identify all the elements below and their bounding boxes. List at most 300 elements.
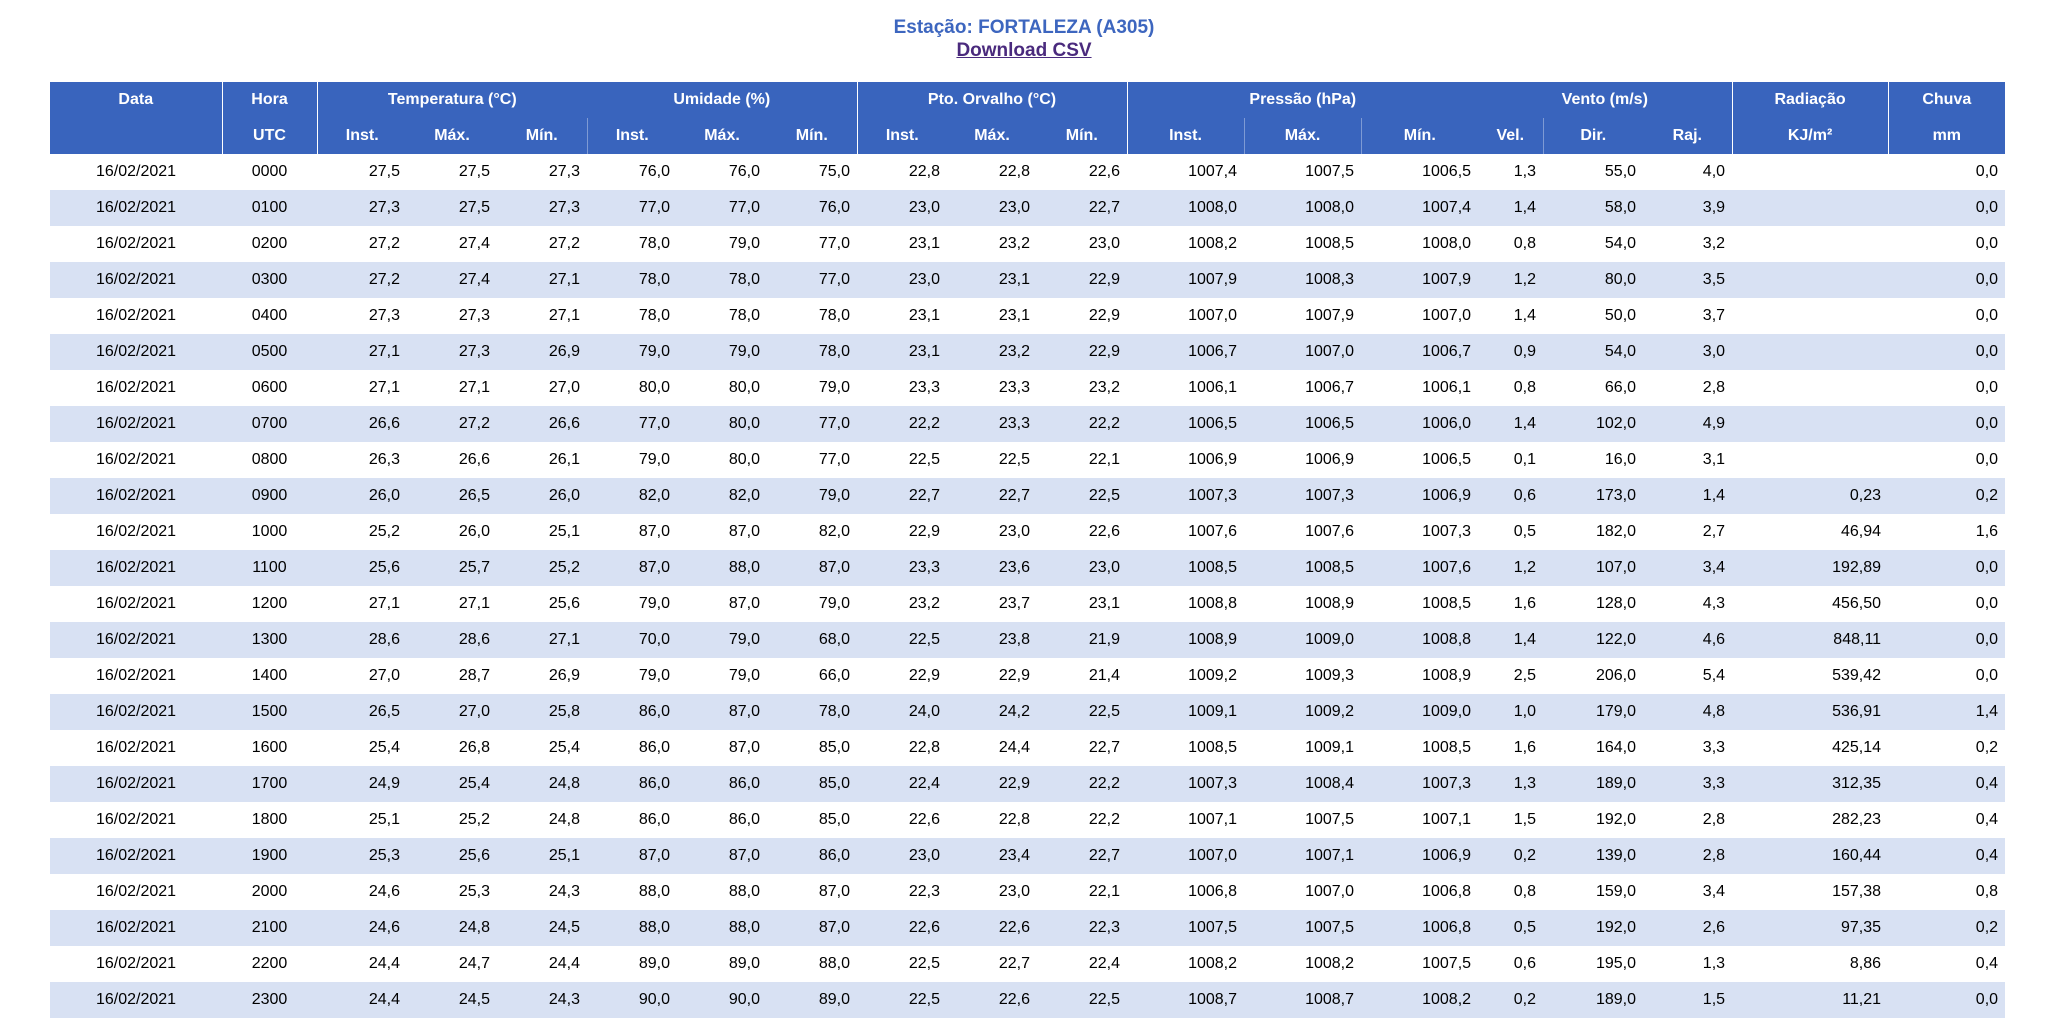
cell-vento-vel: 1,4: [1478, 406, 1543, 442]
cell-umid-max: 86,0: [728, 811, 761, 828]
cell-pres-inst: 1007,9: [1127, 262, 1244, 298]
cell-hora: 0600: [251, 379, 288, 396]
cell-vento-dir: 195,0: [1595, 955, 1637, 972]
cell-temp-inst: 28,6: [317, 622, 407, 658]
cell-orv-max: 23,1: [947, 262, 1037, 298]
cell-chuva: 0,8: [1975, 883, 1999, 900]
cell-pres-min: 1006,5: [1422, 451, 1472, 468]
cell-chuva: 0,0: [1975, 595, 1999, 612]
cell-umid-max: 79,0: [677, 622, 767, 658]
cell-temp-max: 24,8: [407, 910, 497, 946]
cell-data: 16/02/2021: [95, 523, 177, 540]
cell-orv-min: 22,6: [1088, 163, 1121, 180]
cell-pres-max: 1007,5: [1305, 811, 1355, 828]
sub-header-umid-inst: Inst.: [587, 118, 677, 154]
cell-temp-max: 27,5: [407, 190, 497, 226]
cell-vento-raj: 4,9: [1643, 406, 1732, 442]
cell-temp-max: 27,0: [407, 694, 497, 730]
cell-temp-max: 25,2: [458, 811, 490, 828]
cell-temp-min: 27,3: [497, 190, 587, 226]
table-row: [50, 874, 2005, 910]
cell-vento-raj: 1,3: [1702, 955, 1726, 972]
cell-orv-min: 22,2: [1037, 766, 1127, 802]
cell-temp-inst: 26,5: [317, 694, 407, 730]
table-row: [50, 766, 2005, 802]
cell-umid-inst: 87,0: [638, 523, 671, 540]
cell-orv-inst: 22,8: [908, 163, 941, 180]
cell-pres-max: 1008,3: [1244, 262, 1361, 298]
cell-umid-max: 88,0: [677, 550, 767, 586]
cell-vento-dir: 173,0: [1543, 478, 1643, 514]
cell-vento-vel: 1,3: [1513, 163, 1537, 180]
cell-vento-vel: 0,6: [1513, 955, 1537, 972]
cell-temp-min: 25,8: [497, 694, 587, 730]
cell-pres-inst: 1006,5: [1127, 406, 1244, 442]
cell-chuva: 0,0: [1975, 235, 1999, 252]
cell-temp-max: 27,3: [407, 334, 497, 370]
table-row: [50, 730, 2005, 766]
cell-chuva: 0,0: [1888, 550, 2005, 586]
cell-radiacao: 282,23: [1832, 811, 1882, 828]
cell-chuva: 0,4: [1975, 955, 1999, 972]
cell-orv-inst: 23,3: [908, 379, 941, 396]
cell-hora: 2000: [251, 883, 288, 900]
cell-chuva: 0,0: [1888, 334, 2005, 370]
cell-pres-inst: 1008,2: [1188, 235, 1238, 252]
cell-hora: 0300: [222, 262, 317, 298]
cell-temp-max: 26,8: [458, 739, 490, 756]
cell-pres-max: 1007,9: [1305, 307, 1355, 324]
cell-vento-raj: 3,7: [1702, 307, 1726, 324]
cell-chuva: 0,0: [1888, 190, 2005, 226]
cell-chuva: 0,0: [1888, 406, 2005, 442]
cell-radiacao: 425,14: [1832, 739, 1882, 756]
cell-umid-max: 82,0: [677, 478, 767, 514]
cell-temp-inst: 26,6: [317, 406, 407, 442]
cell-orv-min: 22,7: [1037, 838, 1127, 874]
cell-vento-dir: 107,0: [1543, 550, 1643, 586]
cell-vento-vel: 0,2: [1478, 982, 1543, 1018]
cell-vento-raj: 3,9: [1643, 190, 1732, 226]
col-hora-header[interactable]: Hora: [222, 82, 317, 118]
cell-vento-vel: 0,8: [1513, 379, 1537, 396]
cell-hora: 1400: [251, 667, 288, 684]
cell-vento-dir: 122,0: [1543, 622, 1643, 658]
cell-umid-max: 79,0: [728, 235, 761, 252]
cell-orv-max: 22,9: [998, 667, 1031, 684]
col-radiacao-header[interactable]: Radiação: [1732, 82, 1888, 118]
cell-temp-inst: 25,1: [368, 811, 400, 828]
cell-orv-inst: 22,2: [857, 406, 947, 442]
cell-data: 16/02/2021: [50, 550, 222, 586]
col-umidade-header[interactable]: Umidade (%): [587, 82, 857, 118]
cell-temp-min: 27,3: [548, 163, 581, 180]
cell-orv-max: 22,7: [998, 955, 1031, 972]
cell-hora: 2300: [222, 982, 317, 1018]
cell-temp-min: 26,1: [548, 451, 581, 468]
cell-vento-raj: 2,7: [1702, 523, 1726, 540]
table-row: [50, 406, 2005, 442]
cell-umid-min: 75,0: [818, 163, 851, 180]
cell-chuva: 0,2: [1975, 739, 1999, 756]
cell-umid-min: 66,0: [818, 667, 851, 684]
cell-hora: 0500: [222, 334, 317, 370]
cell-hora: 0000: [251, 163, 288, 180]
cell-pres-min: 1006,9: [1361, 478, 1478, 514]
cell-pres-max: 1009,3: [1305, 667, 1355, 684]
cell-pres-inst: 1007,0: [1188, 307, 1238, 324]
cell-pres-max: 1007,5: [1244, 910, 1361, 946]
cell-orv-inst: 23,2: [908, 595, 941, 612]
cell-umid-max: 79,0: [728, 667, 761, 684]
cell-umid-inst: 89,0: [638, 955, 671, 972]
cell-temp-inst: 25,6: [317, 550, 407, 586]
cell-vento-dir: 54,0: [1543, 334, 1643, 370]
cell-vento-vel: 1,4: [1478, 622, 1543, 658]
cell-umid-min: 77,0: [818, 235, 851, 252]
cell-vento-raj: 3,0: [1643, 334, 1732, 370]
cell-pres-inst: 1007,5: [1127, 910, 1244, 946]
cell-radiacao: 456,50: [1832, 595, 1882, 612]
cell-radiacao: [1732, 154, 1888, 190]
cell-pres-inst: 1008,0: [1127, 190, 1244, 226]
table-row: [50, 334, 2005, 370]
cell-pres-inst: 1006,7: [1127, 334, 1244, 370]
cell-vento-vel: 0,8: [1513, 883, 1537, 900]
cell-pres-max: 1008,0: [1244, 190, 1361, 226]
cell-vento-dir: 139,0: [1543, 838, 1643, 874]
cell-umid-inst: 80,0: [638, 379, 671, 396]
cell-umid-min: 79,0: [818, 379, 851, 396]
col-pressao-header[interactable]: Pressão (hPa): [1127, 82, 1478, 118]
cell-chuva: 0,0: [1975, 451, 1999, 468]
cell-umid-min: 86,0: [767, 838, 857, 874]
cell-pres-min: 1008,8: [1361, 622, 1478, 658]
cell-orv-min: 23,0: [1037, 550, 1127, 586]
cell-chuva: 1,4: [1888, 694, 2005, 730]
cell-temp-min: 27,2: [548, 235, 581, 252]
cell-chuva: 0,0: [1888, 982, 2005, 1018]
cell-pres-inst: 1008,5: [1127, 550, 1244, 586]
sub-header-vento-raj: Raj.: [1643, 118, 1732, 154]
col-temperatura-header[interactable]: Temperatura (°C): [317, 82, 587, 118]
sub-header-temp-max: Máx.: [407, 118, 497, 154]
cell-umid-max: 80,0: [677, 406, 767, 442]
cell-umid-min: 85,0: [767, 766, 857, 802]
cell-temp-min: 26,6: [497, 406, 587, 442]
cell-orv-inst: 22,5: [857, 982, 947, 1018]
cell-pres-inst: 1009,1: [1127, 694, 1244, 730]
cell-umid-min: 78,0: [767, 334, 857, 370]
cell-radiacao: [1732, 190, 1888, 226]
table-row: [50, 586, 2005, 622]
cell-umid-min: 79,0: [818, 595, 851, 612]
cell-pres-max: 1009,1: [1305, 739, 1355, 756]
cell-data: 16/02/2021: [50, 982, 222, 1018]
station-title: Estação: FORTALEZA (A305): [893, 17, 1155, 38]
cell-vento-dir: 192,0: [1543, 910, 1643, 946]
cell-vento-dir: 102,0: [1543, 406, 1643, 442]
table-row: [50, 946, 2005, 982]
cell-orv-inst: 23,0: [857, 838, 947, 874]
cell-pres-max: 1008,4: [1244, 766, 1361, 802]
cell-vento-dir: 179,0: [1543, 694, 1643, 730]
cell-vento-dir: 182,0: [1595, 523, 1637, 540]
cell-orv-max: 23,3: [998, 379, 1031, 396]
cell-umid-min: 77,0: [818, 451, 851, 468]
cell-temp-inst: 27,0: [368, 667, 400, 684]
cell-orv-max: 23,3: [947, 406, 1037, 442]
cell-pres-max: 1006,7: [1305, 379, 1355, 396]
cell-umid-min: 78,0: [767, 694, 857, 730]
cell-temp-max: 27,4: [458, 235, 490, 252]
cell-pres-inst: 1009,2: [1188, 667, 1238, 684]
cell-temp-min: 26,0: [497, 478, 587, 514]
cell-orv-min: 22,2: [1037, 406, 1127, 442]
cell-umid-min: 87,0: [767, 910, 857, 946]
cell-temp-max: 27,1: [458, 379, 490, 396]
cell-pres-min: 1007,9: [1361, 262, 1478, 298]
table-row: [50, 550, 2005, 586]
cell-pres-inst: 1008,7: [1127, 982, 1244, 1018]
cell-vento-raj: 3,5: [1643, 262, 1732, 298]
cell-orv-inst: 22,6: [857, 910, 947, 946]
cell-hora: 0400: [251, 307, 288, 324]
cell-orv-min: 22,9: [1037, 334, 1127, 370]
cell-temp-min: 24,8: [497, 766, 587, 802]
table-row: [50, 622, 2005, 658]
cell-orv-min: 23,1: [1088, 595, 1121, 612]
col-vento-header[interactable]: Vento (m/s): [1478, 82, 1732, 118]
cell-umid-max: 78,0: [728, 307, 761, 324]
cell-pres-min: 1008,0: [1422, 235, 1472, 252]
cell-hora: 1900: [222, 838, 317, 874]
cell-orv-inst: 22,5: [857, 622, 947, 658]
cell-pres-min: 1006,8: [1422, 883, 1472, 900]
col-orvalho-header[interactable]: Pto. Orvalho (°C): [857, 82, 1127, 118]
cell-pres-inst: 1008,5: [1188, 739, 1238, 756]
cell-hora: 2200: [251, 955, 288, 972]
cell-chuva: 0,0: [1975, 307, 1999, 324]
cell-vento-vel: 1,6: [1513, 595, 1537, 612]
sub-header-pres-min: Mín.: [1361, 118, 1478, 154]
sub-header-temp-min: Mín.: [497, 118, 587, 154]
cell-data: 16/02/2021: [95, 163, 177, 180]
cell-orv-max: 22,6: [947, 910, 1037, 946]
cell-orv-max: 22,6: [947, 982, 1037, 1018]
cell-data: 16/02/2021: [95, 451, 177, 468]
cell-pres-max: 1008,7: [1244, 982, 1361, 1018]
col-data-header[interactable]: Data: [50, 82, 222, 118]
cell-radiacao: [1732, 226, 1888, 262]
cell-orv-inst: 22,5: [908, 955, 941, 972]
cell-umid-min: 85,0: [818, 811, 851, 828]
cell-radiacao: [1732, 442, 1888, 478]
cell-temp-inst: 27,1: [317, 334, 407, 370]
cell-radiacao: [1732, 298, 1888, 334]
cell-umid-inst: 82,0: [587, 478, 677, 514]
cell-pres-inst: 1006,1: [1188, 379, 1238, 396]
cell-orv-min: 22,7: [1088, 739, 1121, 756]
cell-umid-inst: 78,0: [587, 262, 677, 298]
cell-temp-min: 24,8: [548, 811, 581, 828]
cell-orv-min: 22,6: [1088, 523, 1121, 540]
cell-umid-min: 76,0: [767, 190, 857, 226]
cell-orv-inst: 22,8: [908, 739, 941, 756]
cell-umid-inst: 79,0: [638, 451, 671, 468]
cell-umid-min: 78,0: [818, 307, 851, 324]
cell-pres-max: 1009,0: [1244, 622, 1361, 658]
cell-orv-min: 22,9: [1037, 262, 1127, 298]
cell-vento-vel: 1,0: [1478, 694, 1543, 730]
cell-data: 16/02/2021: [50, 478, 222, 514]
cell-temp-inst: 25,3: [317, 838, 407, 874]
cell-umid-inst: 86,0: [587, 766, 677, 802]
cell-data: 16/02/2021: [95, 379, 177, 396]
cell-radiacao: [1732, 370, 1888, 406]
cell-pres-max: 1009,2: [1244, 694, 1361, 730]
sub-header-radiacao-unit: KJ/m²: [1732, 118, 1888, 154]
cell-radiacao: 848,11: [1732, 622, 1888, 658]
cell-vento-vel: 0,2: [1478, 838, 1543, 874]
cell-umid-max: 88,0: [677, 910, 767, 946]
cell-data: 16/02/2021: [95, 667, 177, 684]
cell-temp-min: 24,5: [497, 910, 587, 946]
cell-umid-min: 85,0: [818, 739, 851, 756]
cell-radiacao: 539,42: [1832, 667, 1882, 684]
cell-radiacao: 157,38: [1832, 883, 1882, 900]
cell-pres-inst: 1008,8: [1188, 595, 1238, 612]
cell-umid-min: 89,0: [767, 982, 857, 1018]
cell-umid-inst: 86,0: [638, 811, 671, 828]
cell-vento-vel: 1,6: [1513, 739, 1537, 756]
cell-temp-max: 25,6: [407, 838, 497, 874]
cell-vento-vel: 1,5: [1513, 811, 1537, 828]
cell-vento-vel: 0,6: [1478, 478, 1543, 514]
cell-vento-dir: 55,0: [1604, 163, 1637, 180]
download-csv-link[interactable]: Download CSV: [956, 40, 1092, 61]
cell-pres-min: 1007,0: [1422, 307, 1472, 324]
cell-orv-max: 23,1: [998, 307, 1031, 324]
cell-temp-min: 24,3: [548, 883, 581, 900]
cell-vento-dir: 159,0: [1595, 883, 1637, 900]
cell-pres-inst: 1008,2: [1188, 955, 1238, 972]
cell-vento-raj: 3,4: [1643, 550, 1732, 586]
cell-umid-inst: 79,0: [638, 667, 671, 684]
cell-vento-raj: 3,3: [1643, 766, 1732, 802]
cell-orv-inst: 22,9: [908, 667, 941, 684]
cell-vento-raj: 2,8: [1643, 838, 1732, 874]
cell-vento-vel: 1,2: [1478, 550, 1543, 586]
cell-orv-inst: 22,5: [908, 451, 941, 468]
cell-umid-inst: 86,0: [587, 694, 677, 730]
cell-orv-min: 22,4: [1088, 955, 1121, 972]
cell-umid-min: 87,0: [818, 883, 851, 900]
cell-radiacao: 0,23: [1732, 478, 1888, 514]
cell-vento-vel: 1,4: [1478, 190, 1543, 226]
cell-chuva: 0,0: [1975, 163, 1999, 180]
cell-chuva: 0,4: [1975, 811, 1999, 828]
cell-umid-min: 87,0: [767, 550, 857, 586]
cell-vento-vel: 2,5: [1513, 667, 1537, 684]
cell-umid-min: 77,0: [767, 406, 857, 442]
cell-orv-max: 23,0: [998, 523, 1031, 540]
cell-pres-inst: 1007,6: [1188, 523, 1238, 540]
cell-orv-max: 22,8: [998, 811, 1031, 828]
cell-orv-max: 23,2: [947, 334, 1037, 370]
cell-radiacao: 160,44: [1732, 838, 1888, 874]
table-row: [50, 982, 2005, 1018]
cell-temp-min: 26,9: [548, 667, 581, 684]
table-body: [50, 154, 2005, 1018]
cell-chuva: 0,0: [1975, 379, 1999, 396]
cell-data: 16/02/2021: [50, 910, 222, 946]
cell-vento-vel: 0,8: [1513, 235, 1537, 252]
cell-umid-max: 87,0: [677, 694, 767, 730]
cell-orv-min: 22,9: [1088, 307, 1121, 324]
cell-pres-min: 1007,1: [1422, 811, 1472, 828]
cell-hora: 1000: [251, 523, 288, 540]
cell-orv-min: 22,7: [1037, 190, 1127, 226]
cell-data: 16/02/2021: [50, 766, 222, 802]
table-row: [50, 838, 2005, 874]
cell-vento-vel: 0,5: [1513, 523, 1537, 540]
cell-chuva: 0,4: [1888, 838, 2005, 874]
table-row: [50, 442, 2005, 478]
cell-temp-inst: 27,3: [317, 190, 407, 226]
sub-header-pres-max: Máx.: [1244, 118, 1361, 154]
cell-pres-min: 1008,5: [1422, 595, 1472, 612]
cell-vento-raj: 1,5: [1643, 982, 1732, 1018]
cell-orv-min: 22,1: [1088, 883, 1121, 900]
table-row: [50, 694, 2005, 730]
page-header: [0, 0, 2048, 62]
cell-orv-max: 23,0: [998, 883, 1031, 900]
cell-temp-max: 26,0: [458, 523, 490, 540]
table-row: [50, 154, 2005, 190]
cell-orv-inst: 23,0: [857, 262, 947, 298]
cell-data: 16/02/2021: [50, 262, 222, 298]
cell-orv-min: 23,2: [1088, 379, 1121, 396]
cell-temp-max: 27,4: [407, 262, 497, 298]
cell-pres-max: 1008,5: [1305, 235, 1355, 252]
cell-vento-dir: 164,0: [1595, 739, 1637, 756]
table-row: [50, 226, 2005, 262]
cell-chuva: 0,2: [1888, 478, 2005, 514]
col-chuva-header[interactable]: Chuva: [1888, 82, 2005, 118]
cell-orv-inst: 23,3: [857, 550, 947, 586]
cell-umid-min: 77,0: [767, 262, 857, 298]
cell-pres-min: 1007,6: [1361, 550, 1478, 586]
cell-chuva: 0,0: [1888, 622, 2005, 658]
cell-temp-max: 27,5: [458, 163, 490, 180]
cell-data: 16/02/2021: [50, 190, 222, 226]
cell-pres-min: 1006,1: [1422, 379, 1472, 396]
cell-pres-min: 1006,8: [1361, 910, 1478, 946]
cell-vento-vel: 1,4: [1513, 307, 1537, 324]
cell-temp-inst: 27,1: [368, 595, 400, 612]
cell-hora: 0700: [222, 406, 317, 442]
cell-umid-min: 88,0: [818, 955, 851, 972]
cell-radiacao: [1732, 406, 1888, 442]
table-row: [50, 658, 2005, 694]
cell-temp-inst: 24,6: [317, 910, 407, 946]
cell-temp-max: 24,5: [407, 982, 497, 1018]
cell-umid-inst: 79,0: [638, 595, 671, 612]
cell-umid-max: 76,0: [728, 163, 761, 180]
cell-umid-max: 79,0: [677, 334, 767, 370]
cell-umid-max: 87,0: [728, 523, 761, 540]
